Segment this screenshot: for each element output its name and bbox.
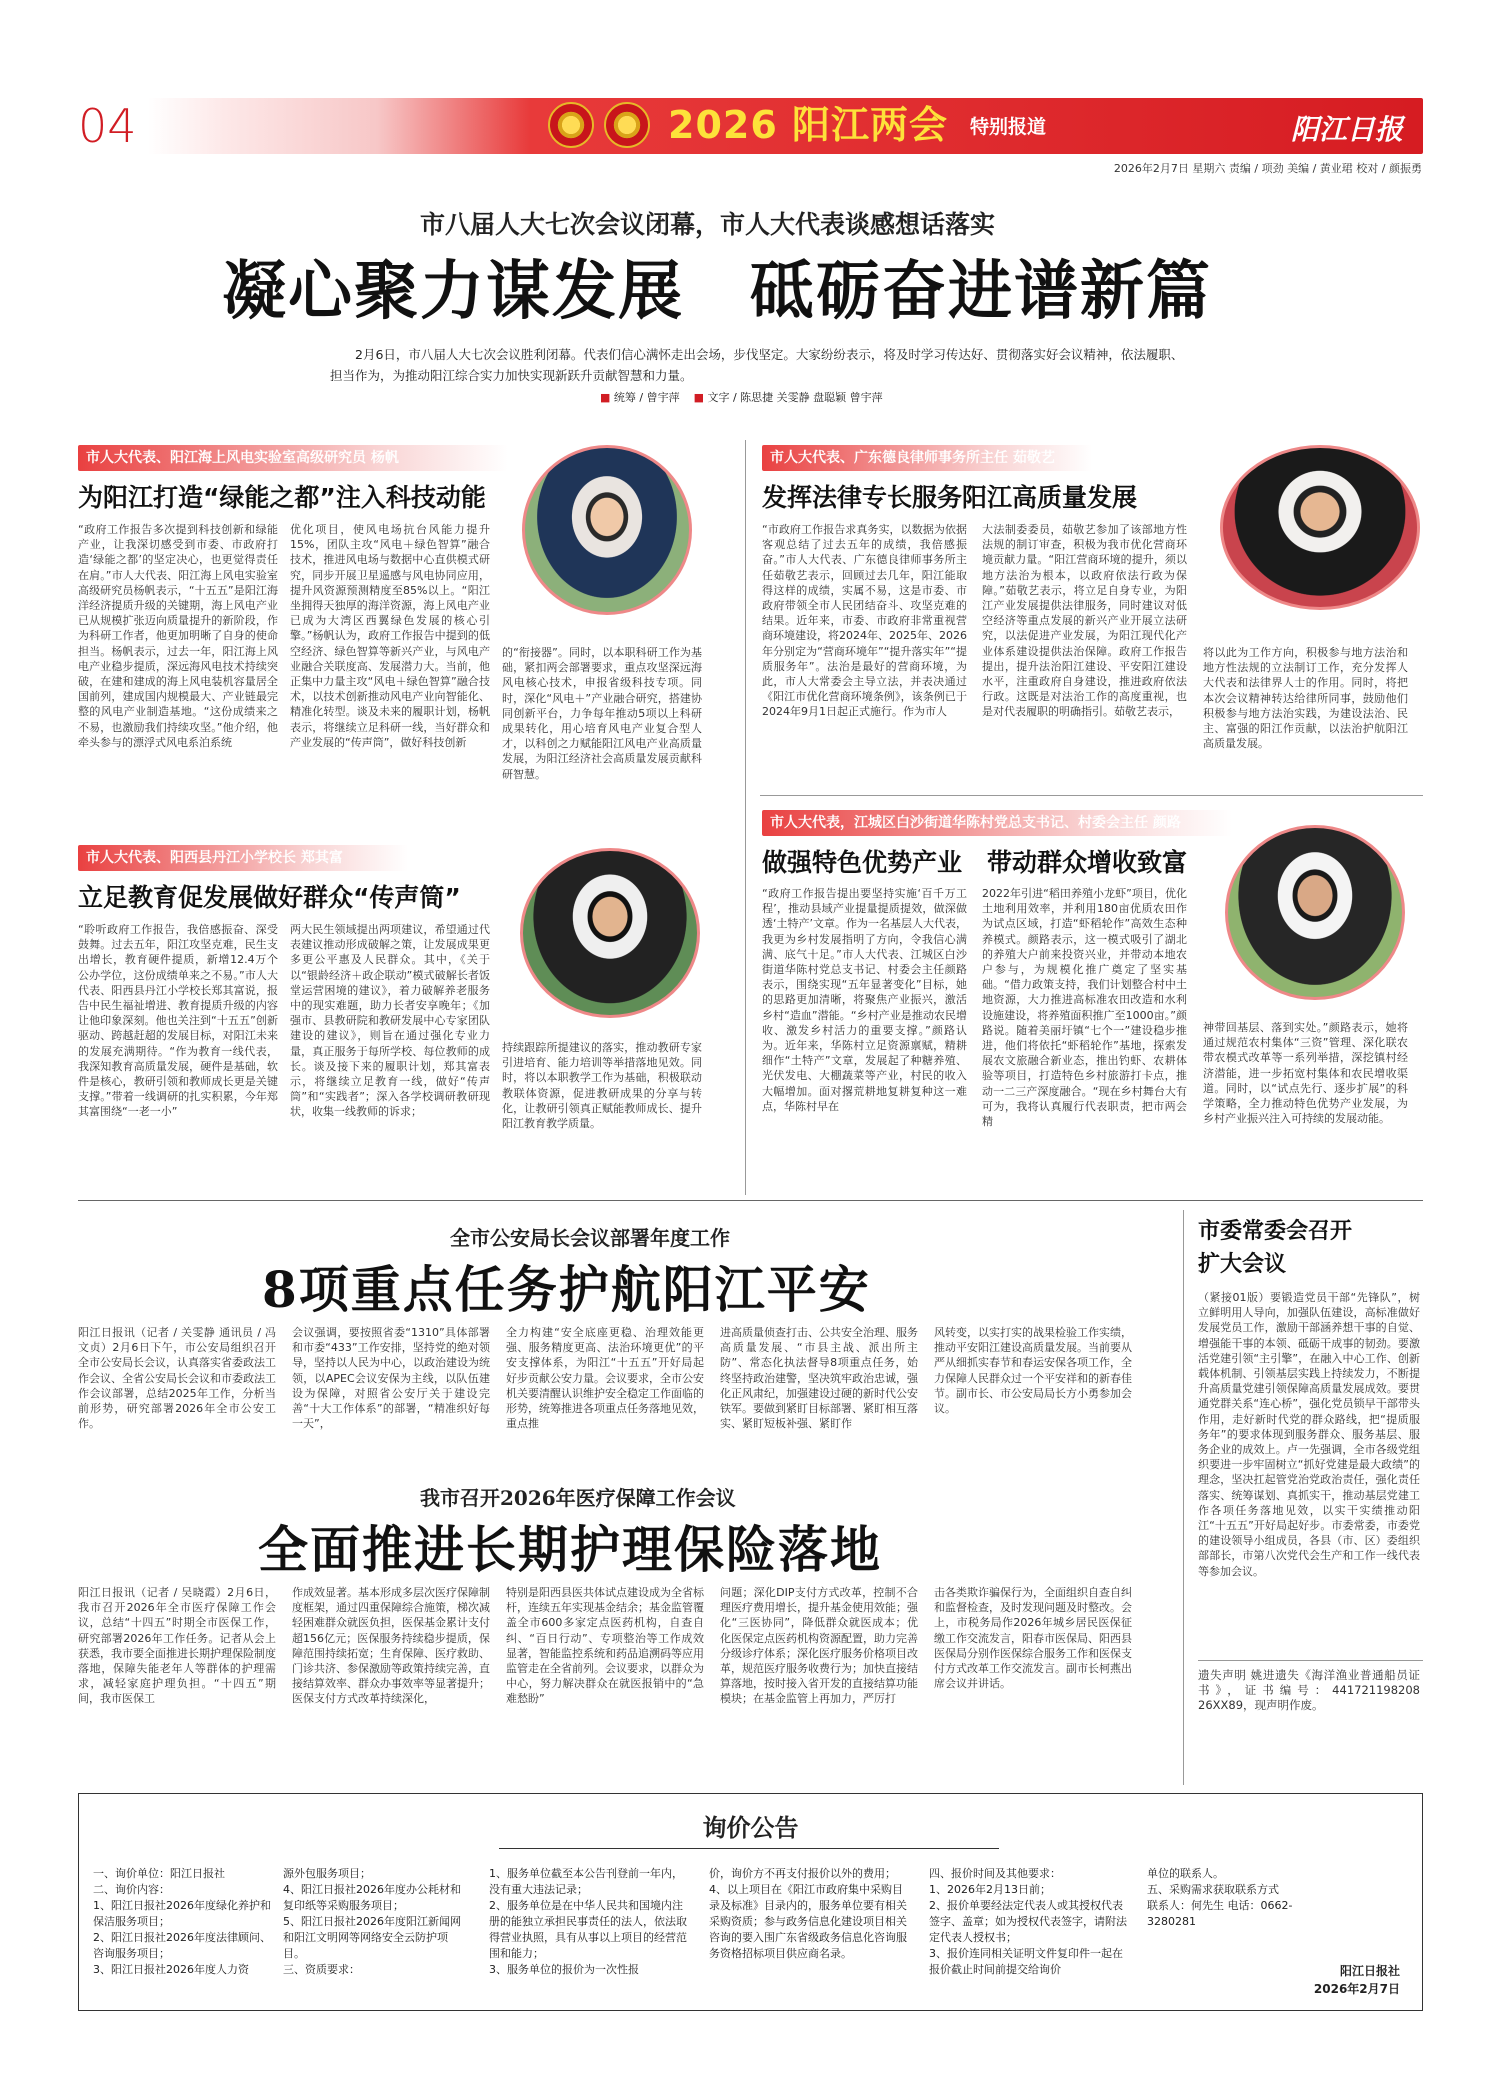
notice-col-4: 价，询价方不再支付报价以外的费用； 4、以上项目在《阳江市政府集中采购目录及标准》目录内的，服务单位要有相关采购资质；参与政务信息化建设项目相关咨询的要入围广东省级政务信息化咨询服务资格招标项目供应商名录。 bbox=[709, 1867, 907, 1960]
photo-yangfan bbox=[522, 445, 692, 615]
body-col-3: 全力构建“安全底座更稳、治理效能更强、服务精度更高、法治环境更优”的平安支撑体系，为阳江“十五五”开好局起好步贡献公安力量。会议要求，全市公安机关要清醒认识维护安全稳定工作面临的形势，统筹推进各项重点任务落地见效，重点推 bbox=[506, 1326, 704, 1431]
body-col-2: 两大民生领域提出两项建议，希望通过代表建议推动形成破解之策，让发展成果更多更公平惠及人民群众。其中，《关于以“银龄经济＋政企联动”模式破解长者饭堂运营困境的建议》，着力破解养老服务中的现实难题，助力长者安享晚年；《加强市、县教研院和教研发展中心专家团队建设的建议》，则旨在通过强化专业力量，真正服务于每所学校、每位教师的成长。谈及接下来的履职计划，郑其富表示，将继续立足教育一线，做好“传声筒”和“实践者”；深入各学校调研教研现状，收集一线教师的诉求； bbox=[290, 923, 490, 1119]
profile-tag-zhengqifu: 市人大代表、阳西县丹江小学校长 郑其富 bbox=[78, 845, 408, 871]
notice-col-6: 单位的联系人。 五、采购需求获取联系方式 联系人：何先生 电话：0662-3280281 bbox=[1147, 1867, 1293, 1928]
emblem-icon bbox=[604, 102, 650, 148]
notice-title: 询价公告 bbox=[702, 1814, 799, 1842]
body-col-2: 会议强调，要按照省委“1310”具体部署和市委“433”工作安排，坚持党的绝对领导，坚持以人民为中心，以政治建设为统领，以APEC会议安保为主线，以队伍建设为保障，对照省公安厅关于建设完善“十大工作体系”的部署，“精准织好每一天”， bbox=[292, 1326, 490, 1431]
profile-headline-zhengqifu: 立足教育促发展做好群众“传声筒” bbox=[78, 883, 461, 912]
body-col-1: “聆听政府工作报告，我倍感振奋、深受鼓舞。过去五年，阳江攻坚克难，民生支出增长，教育硬件提质，新增12.4万个公办学位，这份成绩单来之不易。”市人大代表、阳西县丹江小学校长郑其富说，报告中民生福祉增进、教育提质升级的内容让他印象深刻。他也关注到“十五五”创新驱动、跨越赶超的发展目标，对阳江未来的发展充满期待。“作为教育一线代表，我深知教育高质量发展，硬件是基础，软件是核心，教研引领和教师成长更是关键支撑。”带着一线调研的扎实积累，今年郑其富围绕“一老一小” bbox=[78, 923, 278, 1119]
story-headline-police: 8项重点任务护航阳江平安 bbox=[262, 1260, 871, 1319]
body-col-2: 优化项目，使风电场抗台风能力提升15%，团队主攻“风电＋绿色智算”融合技术，推进风电场与数据中心直供模式研究，同步开展卫星遥感与风电协同应用，提升风资源预测精度至85%以上。“阳江坐拥得天独厚的海洋资源，海上风电产业已成为大湾区西翼绿色发展的核心引擎。”杨帆认为，政府工作报告中提到的低空经济、绿色智算等新兴产业，与风电产业融合关联度高、发展潜力大。当前，他正集中力量主攻“风电＋绿色智算”融合技术，以技术创新推动风电产业向智能化、精准化转型。谈及未来的履职计划，杨帆表示，将继续立足科研一线，当好群众和产业发展的“传声筒”，做好科技创新 bbox=[290, 523, 490, 749]
profile-tag-rujingyi: 市人大代表、广东德良律师事务所主任 茹敬艺 bbox=[762, 445, 1092, 471]
notice-signature: 阳江日报社 bbox=[1339, 1964, 1400, 1978]
body-col-4: 问题；深化DIP支付方式改革，控制不合理医疗费用增长，提升基金使用效能；强化“三医协同”，降低群众就医成本；优化医保定点医药机构资源配置，助力完善分级诊疗体系；深化医疗服务价格项目改革，规范医疗服务收费行为；加快直接结算落地，按时接入省开发的直接结算功能模块；在基金监管上再加力，严厉打 bbox=[720, 1586, 918, 1706]
body-col-4: 进高质量侦查打击、公共安全治理、服务高质量发展、“市县主战、派出所主防”、常态化执法督导8项重点任务，始终坚持政治建警，坚决筑牢政治忠诚，强化正风肃纪，加强建设过硬的新时代公安铁军。要做到紧盯目标部署、紧盯相互落实、紧盯短板补强、紧盯作 bbox=[720, 1326, 918, 1431]
section-divider bbox=[760, 795, 1423, 796]
body-col-1: “市政府工作报告求真务实，以数据为依据客观总结了过去五年的成绩，我倍感振奋。”市人大代表、广东德良律师事务所主任茹敬艺表示，回顾过去几年，阳江能取得这样的成绩，实属不易，这是市委、市政府带领全市人民团结奋斗、攻坚克难的结果。近年来，市委、市政府非常重视营商环境建设，将2024年、2025年、2026年分别定为“营商环境年”“提升落实年”“提质服务年”。法治是最好的营商环境，为此，市人大常委会主导立法，并表决通过《阳江市优化营商环境条例》，该条例已于2024年9月1日起正式施行。作为市人 bbox=[762, 523, 967, 719]
credit-editor: ■ 统筹 / 曾宇萍 bbox=[600, 391, 680, 404]
dateline: 2026年2月7日 星期六 责编 / 项劲 美编 / 黄业珺 校对 / 颜振勇 bbox=[1113, 162, 1422, 175]
main-headline: 凝心聚力谋发展 砥砺奋进谱新篇 bbox=[222, 254, 1212, 329]
profile-headline-yangfan: 为阳江打造“绿能之都”注入科技动能 bbox=[78, 483, 486, 512]
column-divider bbox=[1183, 1210, 1184, 1785]
body-col-2: 作成效显著。基本形成多层次医疗保障制度框架，通过四重保障综合施策，梯次减轻困难群众就医负担，医保基金累计支付超156亿元；医保服务持续稳步提质，保障范围持续拓宽；生育保障、医疗救助、门诊共济、参保激励等政策持续完善，直接结算效率、群众办事效率等显著提升；医保支付方式改革持续深化， bbox=[292, 1586, 490, 1706]
section-subtitle: 特别报道 bbox=[970, 116, 1047, 138]
body-col-3: 的“衔接器”。同时，以本职科研工作为基础，紧扣两会部署要求，重点攻坚深远海风电核心技术，申报省级科技专项。同时，深化“风电＋”产业融合研究，搭建协同创新平台，力争每年推动5项以上科研成果转化，用心培育风电产业复合型人才，以科创之力赋能阳江风电产业高质量发展，为阳江经济社会高质量发展贡献科研智慧。 bbox=[502, 646, 702, 781]
main-lead: 2月6日，市八届人大七次会议胜利闭幕。代表们信心满怀走出会场，步伐坚定。大家纷纷表示，将及时学习传达好、贯彻落实好会议精神，依法履职、担当作为，为推动阳江综合实力加快实现新跃升贡献智慧和力量。 bbox=[330, 347, 1184, 383]
photo-rujingyi bbox=[1220, 445, 1420, 610]
page-number: 04 bbox=[78, 99, 137, 153]
profile-tag-yangfan: 市人大代表、阳江海上风电实验室高级研究员 杨帆 bbox=[78, 445, 508, 471]
notice-col-2: 源外包服务项目； 4、阳江日报社2026年度办公耗材和复印纸等采购服务项目； 5、阳江日报社2026年度阳江新闻网和阳江文明网等网络安全云防护项目。 三、资质要求： bbox=[283, 1867, 461, 1976]
story-kicker-police: 全市公安局长会议部署年度工作 bbox=[450, 1226, 730, 1250]
body-col-3: 持续跟踪所提建议的落实，推动教研专家引进培育、能力培训等举措落地见效。同时，将以本职教学工作为基础，积极联动教联体资源，促进教研成果的分享与转化，让教研引领真正赋能教师成长、提升阳江教育教学质量。 bbox=[502, 1041, 702, 1131]
notice-col-3: 1、服务单位截至本公告刊登前一年内，没有重大违法记录； 2、服务单位是在中华人民共和国境内注册的能独立承担民事责任的法人，依法取得营业执照，具有从事以上项目的经营范围和能力； 3、服务单位的报价为一次性报 bbox=[489, 1867, 687, 1976]
body-col-3: 将以此为工作方向，积极参与地方法治和地方性法规的立法制订工作，充分发挥人大代表和法律界人士的作用。同时，将把本次会议精神转达给律所同事，鼓励他们积极参与地方法治实践，为建设法治、民主、富强的阳江作贡献，以法治护航阳江高质量发展。 bbox=[1203, 646, 1408, 751]
photo-yanlu bbox=[1225, 825, 1405, 1000]
notice-date: 2026年2月7日 bbox=[1313, 1982, 1400, 1996]
sidebar-headline: 市委常委会召开扩大会议 bbox=[1198, 1219, 1353, 1277]
main-kicker: 市八届人大七次会议闭幕，市人大代表谈感想话落实 bbox=[420, 210, 996, 239]
body-col-3: 神带回基层、落到实处。”颜路表示，她将通过规范农村集体“三资”管理、深化联农带农模式改革等一系列举措，深挖镇村经济潜能，进一步拓宽村集体和农民增收渠道。同时，以“试点先行、逐步扩展”的科学策略，全力推动特色优势产业发展，为乡村产业振兴注入可持续的发展动能。 bbox=[1203, 1021, 1408, 1126]
notice-title-rule bbox=[499, 1848, 999, 1849]
column-divider bbox=[745, 440, 746, 1195]
lost-notice: 遗失声明 姚进遗失《海洋渔业普通船员证书》，证书编号：441721198208 26XX89，现声明作废。 bbox=[1198, 1668, 1420, 1713]
body-col-1: 阳江日报讯（记者 / 关雯静 通讯员 / 冯文贞）2月6日下午，市公安局组织召开全市公安局长会议，认真落实省委政法工作会议、全省公安局长会议和市委政法工作会议部署，总结2025年工作，分析当前形势，研究部署2026年全市公安工作。 bbox=[78, 1326, 276, 1431]
story-kicker-medical: 我市召开2026年医疗保障工作会议 bbox=[420, 1486, 736, 1510]
notice-col-1: 一、询价单位：阳江日报社 二、询价内容： 1、阳江日报社2026年度绿化养护和保洁服务项目； 2、阳江日报社2026年度法律顾问、咨询服务项目； 3、阳江日报社2026年度人力资 bbox=[93, 1867, 271, 1976]
emblem-icon bbox=[548, 102, 594, 148]
profile-tag-yanlu: 市人大代表，江城区白沙街道华陈村党总支书记、村委会主任 颜路 bbox=[762, 810, 1232, 836]
notice-col-5: 四、报价时间及其他要求： 1、2026年2月13日前； 2、报价单要经法定代表人或其授权代表签字、盖章；如为授权代表签字，请附法定代表人授权书； 3、报价连同相关证明文件复印件一起在报价截止时间前提交给询价 bbox=[929, 1867, 1127, 1976]
profile-headline-rujingyi: 发挥法律专长服务阳江高质量发展 bbox=[762, 483, 1138, 512]
body-col-5: 击各类欺诈骗保行为，全面组织自查自纠和监督检查，及时发现问题及时整改。会上，市税务局作2026年城乡居民医保征缴工作交流发言，阳春市医保局、阳西县医保局分别作医保综合服务工作和医保支付方式改革工作交流发言。副市长柯燕出席会议并讲话。 bbox=[934, 1586, 1132, 1691]
photo-zhengqifu bbox=[520, 848, 700, 1018]
body-col-1: “政府工作报告提出要坚持实施‘百千万工程’，推动县域产业提量提质提效，做深做透‘土特产’文章。作为一名基层人大代表，我更为乡村发展指明了方向，令我信心满满、底气十足。”市人大代表、江城区白沙街道华陈村党总支书记、村委会主任颜路表示，围绕实现“五年显著变化”目标，她的思路更加清晰，将聚焦产业振兴，激活乡村“造血”潜能。“乡村产业是推动农民增收、激发乡村活力的重要支撑。”颜路认为。近年来，华陈村立足资源禀赋，精耕细作“土特产”文章，发展起了种糖养殖、光伏发电、大棚蔬菜等产业，村民的收入大幅增加。面对撂荒耕地复耕复种这一难点，华陈村早在 bbox=[762, 887, 967, 1113]
masthead-banner bbox=[148, 98, 1423, 154]
profile-headline-yanlu: 做强特色优势产业 带动群众增收致富 bbox=[762, 848, 1188, 877]
body-col-5: 风转变，以实打实的战果检验工作实绩，推动平安阳江建设高质量发展。当前要从严从细抓实春节和春运安保各项工作，全力保障人民群众过一个平安祥和的新春佳节。副市长、市公安局局长方小勇参加会议。 bbox=[934, 1326, 1132, 1416]
masthead bbox=[78, 98, 1423, 154]
section-title: 2026 阳江两会 bbox=[668, 103, 948, 147]
body-col-1: “政府工作报告多次提到科技创新和绿能产业，让我深切感受到市委、市政府打造‘绿能之都’的坚定决心，也更觉得责任在肩。”市人大代表、阳江海上风电实验室高级研究员杨帆表示，“十五五”是阳江海洋经济提质升级的关键期，海上风电产业已从规模扩张迈向质量提升的新阶段，作为科研工作者，他更加明晰了自身的使命担当。杨帆表示，过去一年，阳江海上风电产业稳步提质，深远海风电技术持续突破，在建和建成的海上风电装机容量居全国前列，建成国内规模最大、产业链最完整的风电产业制造基地。“这份成绩来之不易，也激励我们持续攻坚。”他介绍，他牵头参与的漂浮式风电系泊系统 bbox=[78, 523, 278, 749]
main-credits bbox=[600, 389, 897, 405]
story-headline-medical: 全面推进长期护理保险落地 bbox=[258, 1520, 882, 1579]
newspaper-logo: 阳江日报 bbox=[1290, 113, 1403, 146]
body-col-2: 大法制委委员，茹敬艺参加了该部地方性法规的制订审查，积极为我市优化营商环境贡献力量。“阳江营商环境的提升，须以地方法治为根本，以政府依法行政为保障。”茹敬艺表示，将立足自身专业，为阳江产业发展提供法律服务，同时建议对低空经济等重点发展的新兴产业开展立法研究，以法促进产业发展，为阳江现代化产业体系建设提供法治保障。政府工作报告提出，提升法治阳江建设、平安阳江建设水平，注重政府自身建设，推进政府依法行政。这既是对法治工作的高度重视，也是对代表履职的明确指引。茹敬艺表示， bbox=[982, 523, 1187, 719]
section-divider bbox=[1198, 1660, 1423, 1661]
section-divider bbox=[78, 1200, 1423, 1201]
inquiry-notice bbox=[78, 1793, 1423, 2011]
credit-writers: ■ 文字 / 陈思捷 关雯静 盘聪颖 曾宇萍 bbox=[694, 391, 883, 404]
body-col-1: 阳江日报讯（记者 / 吴晓霞）2月6日，我市召开2026年全市医疗保障工作会议，总结“十四五”时期全市医保工作，研究部署2026年工作任务。记者从会上获悉，我市要全面推进长期护理保险制度落地，保障失能老年人等群体的护理需求，减轻家庭护理负担。“十四五”期间，我市医保工 bbox=[78, 1586, 276, 1706]
body-col-3: 特别是阳西县医共体试点建设成为全省标杆，连续五年实现基金结余；基金监管覆盖全市600多家定点医药机构，自查自纠、“百日行动”、专项整治等工作成效显著，智能监控系统和药品追溯码等应用监管走在全省前列。会议要求，以群众为中心，努力解决群众在就医报销中的“急难愁盼” bbox=[506, 1586, 704, 1706]
sidebar-body: （紧接01版）要锻造党员干部“先锋队”，树立鲜明用人导向，加强队伍建设，高标准做好发展党员工作，激励干部涵养想干事的自觉、增强能干事的本领、砥砺干成事的韧劲。要激活党建引领“主引擎”，在融入中心工作、创新载体机制、引领基层实践上持续发力，不断提升高质量党建引领保障高质量发展成效。要贯通党群关系“连心桥”，强化党员锁早干部带头作用，走好新时代党的群众路线，把“提质服务年”的要求体现到服务群众、服务基层、服务企业的成效上。卢一先强调，全市各级党组织要进一步牢固树立“抓好党建是最大政绩”的理念，坚决扛起管党治党政治责任，强化责任落实、统筹谋划、真抓实干，推动基层党建工作各项任务落地见效，以实干实绩推动阳江“十五五”开好局起好步。市委常委，市委党的建设领导小组成员，各县（市、区）委组织部部长，市第八次党代会生产和工作一线代表等参加会议。 bbox=[1198, 1291, 1420, 1578]
body-col-2: 2022年引进“稻田养殖小龙虾”项目，优化土地利用效率，并利用180亩优质农田作为试点区域，打造“虾稻轮作”高效生态种养模式。颜路表示，这一模式吸引了湖北的养殖大户前来投资兴业，并带动本地农户参与，为规模化推广奠定了坚实基础。“借力政策支持，我们计划整合村中土地资源，大力推进高标准农田改造和水利设施建设，将养殖面积推广至1000亩。”颜路说。随着美丽圩镇“七个一”建设稳步推进，他们将依托“虾稻轮作”基地，探索发展农文旅融合新业态，推出钓虾、农耕体验等项目，打造特色乡村旅游打卡点，推动一二三产深度融合。“现在乡村舞台大有可为，我将认真履行代表职责，把市两会精 bbox=[982, 887, 1187, 1129]
